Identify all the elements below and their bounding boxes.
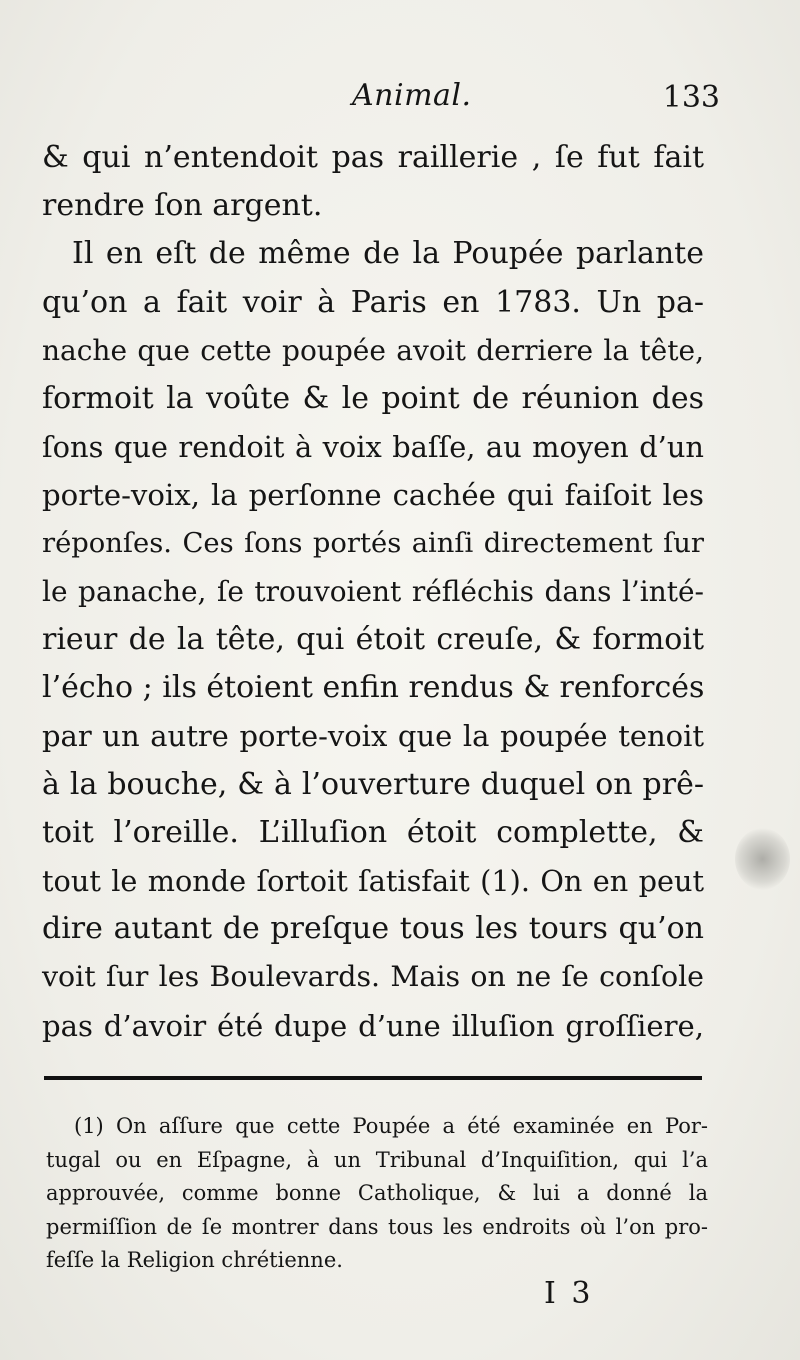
text-line: rendre ſon argent. [42,188,323,224]
text-line: formoit la voûte & le point de réunion des [42,381,704,417]
text-line: pas d’avoir été dupe d’une illuſion groſſiere, [42,1008,704,1043]
text-line: nache que cette poupée avoit derriere la tête, [42,333,704,367]
footnote-line: feſſe la Religion chrétienne. [46,1248,343,1272]
text-line: réponſes. Ces ſons portés ainſi directement ſur [42,527,704,559]
text-line: porte-voix, la perſonne cachée qui faiſoit les [42,478,704,513]
text-line: tout le monde ſortoit ſatisfait (1). On en peut [42,864,704,899]
footnote [46,1110,708,1278]
text-line: & qui n’entendoit pas raillerie , ſe fut fait [42,140,704,175]
running-head [40,78,720,118]
text-line: par un autre porte-voix que la poupée tenoit [42,719,704,754]
running-head-title: Animal. [352,78,472,113]
footnote-line: approuvée, comme bonne Catholique, & lui a donné la [46,1181,708,1205]
text-line: dire autant de preſque tous les tours qu’on [42,911,704,947]
footnote-line: permiſſion de ſe montrer dans tous les endroits où l’on pro- [46,1214,708,1239]
text-line: le panache, ſe trouvoient réfléchis dans l’inté- [42,574,704,608]
text-line: toit l’oreille. L’illuſion étoit complette, & [42,814,704,850]
footnote-rule [44,1076,702,1080]
footnote-line: tugal ou en Eſpagne, à un Tribunal d’Inquiſition, qui l’a [46,1147,708,1172]
text-line: ſons que rendoit à voix baſſe, au moyen d’un [42,430,704,465]
body-text [42,134,704,1050]
text-line: l’écho ; ils étoient enfin rendus & renforcés [42,670,705,706]
text-line: Il en eſt de même de la Poupée parlante [72,236,704,272]
text-line: voit ſur les Boulevards. Mais on ne ſe conſole [42,960,704,994]
text-line: qu’on a fait voir à Paris en 1783. Un pa- [42,284,704,320]
signature-mark: I 3 [544,1276,594,1311]
text-line: à la bouche, & à l’ouverture duquel on prê- [42,766,704,802]
text-line: rieur de la tête, qui étoit creuſe, & formoit [42,622,704,658]
footnote-line: (1) On aſſure que cette Poupée a été examinée en Por- [74,1114,708,1138]
page-number: 133 [662,80,720,115]
ink-smudge [735,828,790,890]
